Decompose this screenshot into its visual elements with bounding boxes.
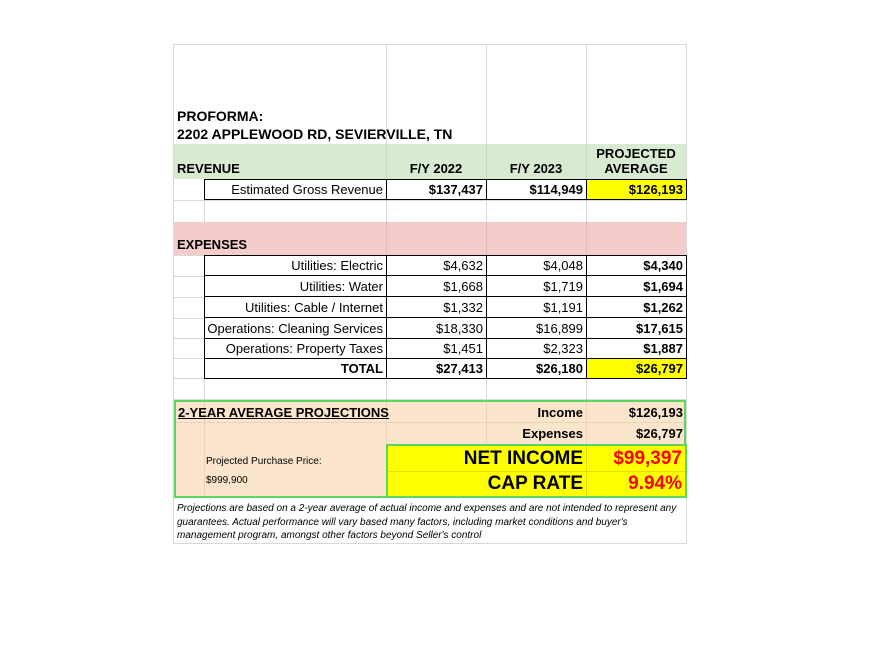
expense-fy2023: $1,719 <box>486 275 587 297</box>
expense-average: $1,887 <box>586 338 687 359</box>
expense-fy2023: $2,323 <box>486 338 587 359</box>
expense-label: Operations: Cleaning Services <box>204 317 387 339</box>
purchase-price-value: $999,900 <box>206 474 248 486</box>
expense-label: Operations: Property Taxes <box>204 338 387 359</box>
revenue-row-fy2023: $114,949 <box>486 179 587 200</box>
gridline <box>486 222 487 255</box>
expense-fy2022: $18,330 <box>386 317 487 339</box>
gridline <box>586 44 587 144</box>
expense-label: Utilities: Cable / Internet <box>204 296 387 318</box>
expense-label: Utilities: Water <box>204 275 387 297</box>
disclaimer-text: Projections are based on a 2-year average of actual income and expenses and are not intended to represent any guarantees. Actual performance will vary based many factors, including market conditions and buyer's management program, amongst other factors beyond Seller's control <box>177 503 677 541</box>
col-header-line-2: AVERAGE <box>604 161 668 176</box>
projections-heading: 2-YEAR AVERAGE PROJECTIONS <box>178 404 389 420</box>
revenue-row-average: $126,193 <box>586 179 687 200</box>
gridline <box>586 378 587 400</box>
total-average: $26,797 <box>586 358 687 379</box>
expenses-label: EXPENSES <box>177 236 248 252</box>
gridline <box>173 255 204 256</box>
total-label: TOTAL <box>204 358 387 379</box>
expense-average: $1,262 <box>586 296 687 318</box>
title-line-1: PROFORMA: <box>177 108 264 124</box>
gridline <box>173 338 204 339</box>
expense-average: $1,694 <box>586 275 687 297</box>
net-income-value: $99,397 <box>613 447 682 469</box>
expense-fy2022: $4,632 <box>386 255 487 276</box>
gridline <box>386 222 387 255</box>
net-income-label: NET INCOME <box>463 447 583 469</box>
gridline <box>173 318 204 319</box>
total-fy2022: $27,413 <box>386 358 487 379</box>
revenue-row-label: Estimated Gross Revenue <box>204 179 387 200</box>
gridline <box>486 44 487 144</box>
expense-fy2022: $1,451 <box>386 338 487 359</box>
gridline <box>386 378 387 400</box>
expenses-summary-value: $26,797 <box>636 425 683 441</box>
page-title <box>177 107 452 143</box>
col-header-fy2023: F/Y 2023 <box>509 160 563 176</box>
col-header-line-1: PROJECTED <box>596 146 676 161</box>
expense-fy2023: $4,048 <box>486 255 587 276</box>
col-header-fy2022: F/Y 2022 <box>409 160 463 176</box>
expenses-summary-label: Expenses <box>522 425 583 441</box>
expense-average: $17,615 <box>586 317 687 339</box>
gridline <box>173 358 204 359</box>
purchase-price-label: Projected Purchase Price: <box>206 455 322 467</box>
revenue-row-fy2022: $137,437 <box>386 179 487 200</box>
income-label: Income <box>537 404 583 420</box>
gridline <box>173 276 204 277</box>
revenue-label: REVENUE <box>177 160 240 176</box>
gridline <box>173 200 687 201</box>
gridline <box>586 222 587 255</box>
expense-label: Utilities: Electric <box>204 255 387 276</box>
expense-fy2023: $1,191 <box>486 296 587 318</box>
total-fy2023: $26,180 <box>486 358 587 379</box>
gridline <box>173 297 204 298</box>
cap-rate-label: CAP RATE <box>487 473 583 494</box>
expenses-header-band <box>174 222 686 255</box>
income-value: $126,193 <box>628 404 683 420</box>
expense-fy2022: $1,668 <box>386 275 487 297</box>
expense-fy2022: $1,332 <box>386 296 487 318</box>
expense-average: $4,340 <box>586 255 687 276</box>
title-line-2: 2202 APPLEWOOD RD, SEVIERVILLE, TN <box>177 126 453 142</box>
expense-fy2023: $16,899 <box>486 317 587 339</box>
gridline <box>486 378 487 400</box>
col-header-projected-average <box>586 146 686 176</box>
cap-rate-value: 9.94% <box>628 473 682 494</box>
